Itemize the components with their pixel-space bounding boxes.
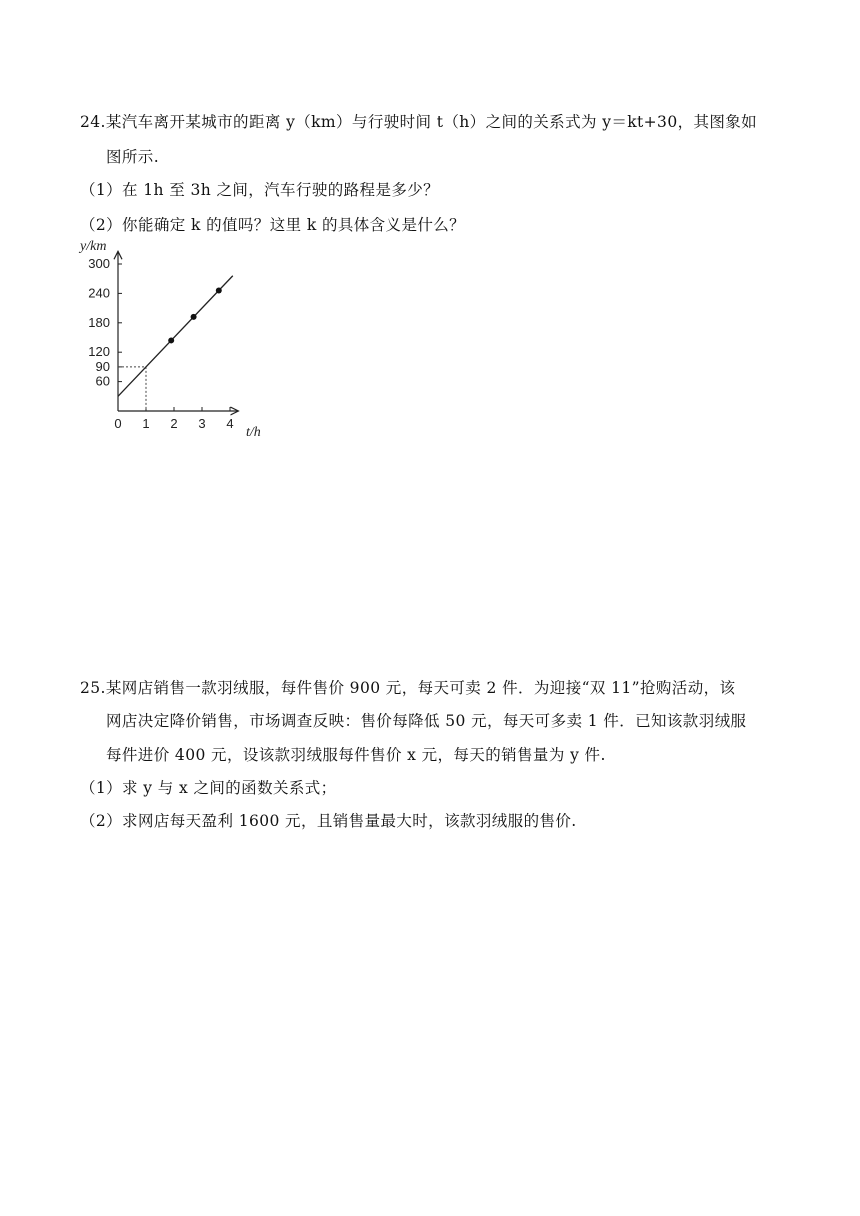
q25-line-2: 网店决定降价销售，市场调查反映：售价每降低 50 元，每天可多卖 1 件．已知该款羽绒服	[106, 712, 747, 730]
x-tick-label: 0	[114, 416, 122, 431]
q25-subquestion-2: （2）求网店每天盈利 1600 元，且销售量最大时，该款羽绒服的售价.	[80, 812, 577, 830]
y-tick-label: 180	[88, 314, 110, 330]
y-axis-label: y/km	[80, 239, 107, 254]
q25-subquestion-1: （1）求 y 与 x 之间的函数关系式；	[80, 779, 337, 797]
y-tick-label: 90	[95, 358, 110, 374]
q25-line-3: 每件进价 400 元，设该款羽绒服每件售价 x 元，每天的销售量为 y 件.	[106, 746, 606, 764]
x-axis-label: t/h	[246, 425, 261, 440]
q24-subquestion-1: （1）在 1h 至 3h 之间，汽车行驶的路程是多少？	[80, 181, 440, 199]
q25-line-1: 25.某网店销售一款羽绒服，每件售价 900 元，每天可卖 2 件．为迎接“双 11”抢购活动，该	[80, 679, 736, 697]
chart-ticks	[88, 256, 233, 431]
data-point	[216, 287, 222, 293]
q24-line-2: 图所示.	[106, 148, 160, 166]
data-point	[168, 337, 174, 343]
y-tick-label: 60	[95, 373, 110, 389]
x-tick-label: 3	[198, 416, 206, 431]
q24-line-1: 24.某汽车离开某城市的距离 y（km）与行驶时间 t（h）之间的关系式为 y＝kt+30，其图象如	[80, 113, 758, 131]
chart-series	[118, 276, 233, 397]
x-tick-label: 4	[226, 416, 234, 431]
distance-time-chart	[76, 236, 276, 451]
y-tick-label: 300	[88, 256, 110, 271]
y-tick-label: 120	[88, 344, 110, 360]
q24-subquestion-2: （2）你能确定 k 的值吗？这里 k 的具体含义是什么？	[80, 216, 466, 234]
x-tick-label: 1	[142, 416, 150, 431]
chart-guides	[118, 367, 146, 411]
data-point	[191, 314, 197, 320]
series-line	[118, 276, 233, 397]
x-tick-label: 2	[170, 416, 178, 431]
chart-axes	[118, 251, 238, 411]
y-tick-label: 240	[88, 285, 110, 301]
